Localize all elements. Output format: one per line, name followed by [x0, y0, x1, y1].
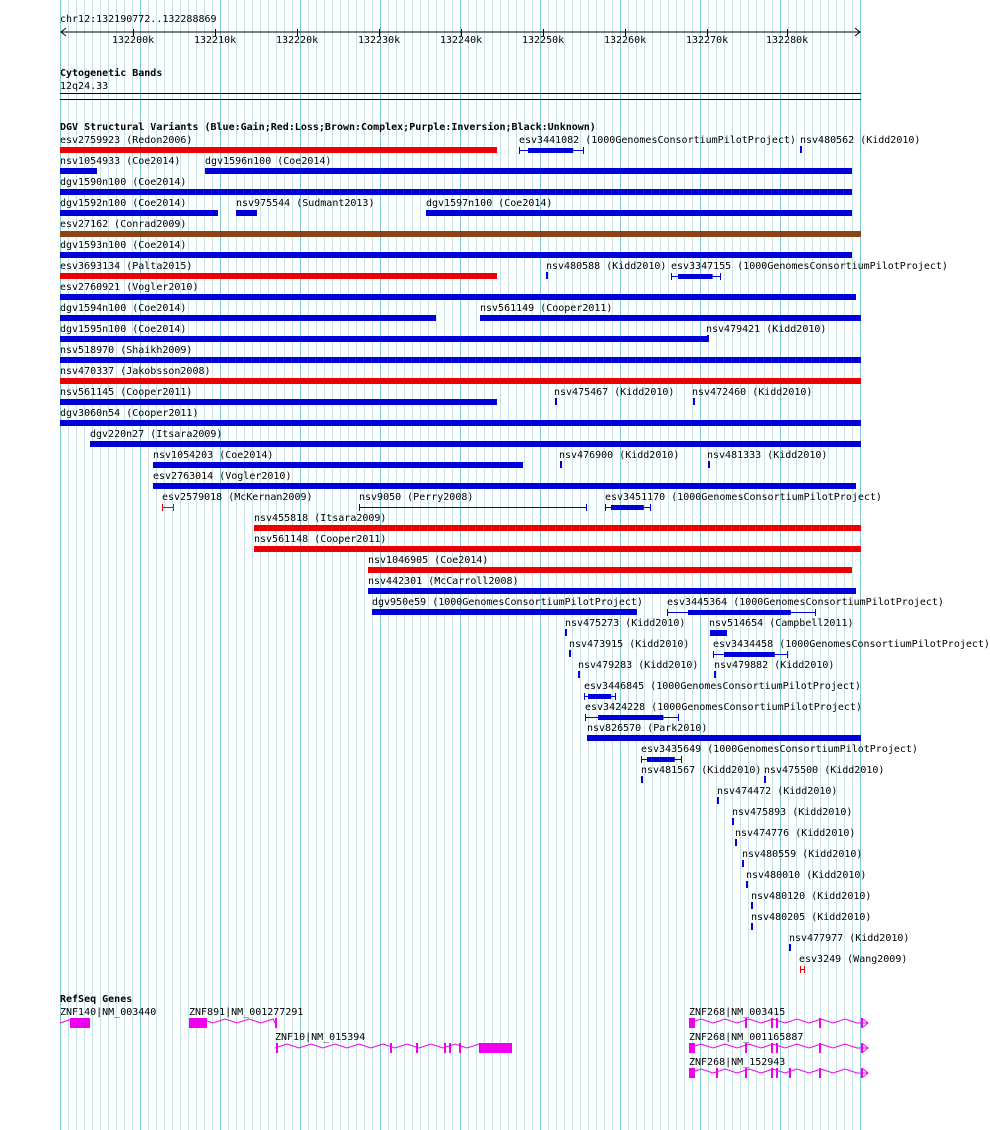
dgv-variant-label[interactable]: nsv475893 (Kidd2010): [732, 807, 853, 818]
dgv-variant-bar[interactable]: [426, 210, 852, 216]
dgv-variant-whisker[interactable]: [671, 272, 723, 281]
dgv-variant-label[interactable]: esv2763014 (Vogler2010): [153, 471, 292, 482]
dgv-variant-marker[interactable]: [707, 335, 709, 342]
dgv-variant-label[interactable]: dgv3060n54 (Cooper2011): [60, 408, 199, 419]
dgv-variant-label[interactable]: nsv975544 (Sudmant2013): [236, 198, 375, 209]
dgv-variant-whisker[interactable]: [800, 965, 807, 974]
dgv-variant-label[interactable]: esv3441082 (1000GenomesConsortiumPilotProject): [519, 135, 796, 146]
dgv-variant-bar[interactable]: [254, 546, 861, 552]
dgv-variant-bar[interactable]: [480, 315, 861, 321]
dgv-variant-label[interactable]: nsv476900 (Kidd2010): [559, 450, 680, 461]
refseq-gene-label[interactable]: ZNF140|NM_003440: [60, 1007, 157, 1018]
refseq-gene-label[interactable]: ZNF891|NM_001277291: [189, 1007, 304, 1018]
dgv-track-title: DGV Structural Variants (Blue:Gain;Red:Loss;Brown:Complex;Purple:Inversion;Black:Unknown): [60, 122, 596, 133]
dgv-variant-label[interactable]: esv3434458 (1000GenomesConsortiumPilotProject): [713, 639, 990, 650]
dgv-variant-label[interactable]: esv3445364 (1000GenomesConsortiumPilotProject): [667, 597, 944, 608]
dgv-variant-label[interactable]: nsv442301 (McCarroll2008): [368, 576, 519, 587]
cytoband-track-title: Cytogenetic Bands: [60, 68, 163, 79]
ruler-tick-label: 132240k: [440, 35, 483, 46]
dgv-variant-label[interactable]: esv2760921 (Vogler2010): [60, 282, 199, 293]
dgv-variant-label[interactable]: dgv1593n100 (Coe2014): [60, 240, 187, 251]
dgv-variant-label[interactable]: nsv473915 (Kidd2010): [569, 639, 690, 650]
dgv-variant-marker[interactable]: [732, 818, 734, 825]
dgv-variant-label[interactable]: nsv1054203 (Coe2014): [153, 450, 274, 461]
dgv-variant-label[interactable]: dgv1595n100 (Coe2014): [60, 324, 187, 335]
dgv-variant-label[interactable]: nsv479882 (Kidd2010): [714, 660, 835, 671]
dgv-variant-label[interactable]: esv3347155 (1000GenomesConsortiumPilotProject): [671, 261, 948, 272]
dgv-variant-label[interactable]: nsv480010 (Kidd2010): [746, 870, 867, 881]
dgv-variant-label[interactable]: nsv480559 (Kidd2010): [742, 849, 863, 860]
dgv-variant-bar[interactable]: [710, 630, 727, 636]
refseq-gene-label[interactable]: ZNF10|NM_015394: [275, 1032, 366, 1043]
dgv-variant-bar[interactable]: [60, 336, 708, 342]
refseq-gene-model[interactable]: [0, 1041, 890, 1055]
dgv-variant-label[interactable]: esv3424228 (1000GenomesConsortiumPilotProject): [585, 702, 862, 713]
dgv-variant-bar[interactable]: [60, 399, 497, 405]
dgv-variant-label[interactable]: nsv475467 (Kidd2010): [554, 387, 675, 398]
dgv-variant-label[interactable]: nsv477977 (Kidd2010): [789, 933, 910, 944]
dgv-variant-label[interactable]: nsv826570 (Park2010): [587, 723, 708, 734]
dgv-variant-marker[interactable]: [565, 629, 567, 636]
dgv-variant-bar[interactable]: [153, 462, 523, 468]
dgv-variant-label[interactable]: nsv561148 (Cooper2011): [254, 534, 387, 545]
dgv-variant-label[interactable]: nsv474776 (Kidd2010): [735, 828, 856, 839]
refseq-gene-model[interactable]: [0, 1066, 890, 1080]
dgv-variant-label[interactable]: esv3435649 (1000GenomesConsortiumPilotProject): [641, 744, 918, 755]
dgv-variant-marker[interactable]: [714, 671, 716, 678]
dgv-variant-bar[interactable]: [236, 210, 257, 216]
dgv-variant-label[interactable]: nsv455818 (Itsara2009): [254, 513, 387, 524]
dgv-variant-bar[interactable]: [60, 147, 497, 153]
dgv-variant-marker[interactable]: [800, 146, 802, 153]
dgv-variant-marker[interactable]: [693, 398, 695, 405]
cytoband-line-top: [60, 93, 861, 94]
ruler-tick-label: 132200k: [112, 35, 155, 46]
dgv-variant-label[interactable]: nsv475500 (Kidd2010): [764, 765, 885, 776]
dgv-variant-label[interactable]: esv3451170 (1000GenomesConsortiumPilotProject): [605, 492, 882, 503]
refseq-track-title: RefSeq Genes: [60, 994, 133, 1005]
dgv-variant-label[interactable]: nsv1054933 (Coe2014): [60, 156, 181, 167]
refseq-gene-label[interactable]: ZNF268|NM_003415: [689, 1007, 786, 1018]
dgv-variant-marker[interactable]: [789, 944, 791, 951]
dgv-variant-whisker[interactable]: [519, 146, 586, 155]
ruler-tick-label: 132210k: [194, 35, 237, 46]
dgv-variant-marker[interactable]: [746, 881, 748, 888]
dgv-variant-bar[interactable]: [60, 189, 852, 195]
dgv-variant-bar[interactable]: [153, 483, 856, 489]
dgv-variant-marker[interactable]: [546, 272, 548, 279]
dgv-variant-bar[interactable]: [90, 441, 861, 447]
dgv-variant-bar[interactable]: [60, 315, 436, 321]
dgv-variant-marker[interactable]: [569, 650, 571, 657]
dgv-variant-bar[interactable]: [368, 588, 856, 594]
dgv-variant-marker[interactable]: [641, 776, 643, 783]
refseq-gene-model[interactable]: [0, 1016, 890, 1030]
locus-label: chr12:132190772..132288869: [60, 14, 217, 25]
dgv-variant-marker[interactable]: [708, 461, 710, 468]
dgv-variant-label[interactable]: esv27162 (Conrad2009): [60, 219, 187, 230]
dgv-variant-bar[interactable]: [60, 210, 218, 216]
ruler-tick-label: 132280k: [766, 35, 809, 46]
cytoband-label: 12q24.33: [60, 81, 109, 92]
dgv-variant-whisker[interactable]: [713, 650, 790, 659]
dgv-variant-label[interactable]: nsv518970 (Shaikh2009): [60, 345, 193, 356]
dgv-variant-label[interactable]: nsv475273 (Kidd2010): [565, 618, 686, 629]
dgv-variant-bar[interactable]: [60, 273, 497, 279]
dgv-variant-marker[interactable]: [751, 923, 753, 930]
dgv-variant-label[interactable]: dgv1596n100 (Coe2014): [205, 156, 332, 167]
dgv-variant-bar[interactable]: [60, 357, 861, 363]
dgv-variant-label[interactable]: nsv470337 (Jakobsson2008): [60, 366, 211, 377]
dgv-variant-marker[interactable]: [560, 461, 562, 468]
dgv-variant-label[interactable]: nsv480562 (Kidd2010): [800, 135, 921, 146]
dgv-variant-label[interactable]: nsv479421 (Kidd2010): [706, 324, 827, 335]
dgv-variant-marker[interactable]: [555, 398, 557, 405]
dgv-variant-label[interactable]: esv2759923 (Redon2006): [60, 135, 193, 146]
dgv-variant-label[interactable]: esv3446845 (1000GenomesConsortiumPilotProject): [584, 681, 861, 692]
dgv-variant-whisker[interactable]: [584, 692, 618, 701]
dgv-variant-label[interactable]: nsv561149 (Cooper2011): [480, 303, 613, 314]
dgv-variant-bar[interactable]: [368, 567, 852, 573]
ruler-tick-label: 132260k: [604, 35, 647, 46]
dgv-variant-marker[interactable]: [735, 839, 737, 846]
dgv-variant-label[interactable]: esv2579018 (McKernan2009): [162, 492, 313, 503]
dgv-variant-label[interactable]: nsv481567 (Kidd2010): [641, 765, 762, 776]
dgv-variant-label[interactable]: dgv1597n100 (Coe2014): [426, 198, 553, 209]
dgv-variant-bar[interactable]: [254, 525, 861, 531]
dgv-variant-label[interactable]: dgv1590n100 (Coe2014): [60, 177, 187, 188]
dgv-variant-whisker[interactable]: [585, 713, 681, 722]
dgv-variant-whisker[interactable]: [359, 503, 589, 512]
ruler-tick-label: 132230k: [358, 35, 401, 46]
ruler-tick-label: 132270k: [686, 35, 729, 46]
dgv-variant-label[interactable]: nsv561145 (Cooper2011): [60, 387, 193, 398]
dgv-variant-bar[interactable]: [60, 294, 856, 300]
dgv-variant-whisker[interactable]: [162, 503, 176, 512]
dgv-variant-bar[interactable]: [60, 231, 861, 237]
dgv-variant-label[interactable]: nsv479283 (Kidd2010): [578, 660, 699, 671]
dgv-variant-marker[interactable]: [751, 902, 753, 909]
dgv-variant-label[interactable]: dgv1594n100 (Coe2014): [60, 303, 187, 314]
dgv-variant-label[interactable]: nsv472460 (Kidd2010): [692, 387, 813, 398]
dgv-variant-label[interactable]: nsv474472 (Kidd2010): [717, 786, 838, 797]
dgv-variant-label[interactable]: nsv480205 (Kidd2010): [751, 912, 872, 923]
dgv-variant-label[interactable]: dgv950e59 (1000GenomesConsortiumPilotProject): [372, 597, 643, 608]
dgv-variant-bar[interactable]: [205, 168, 852, 174]
dgv-variant-marker[interactable]: [764, 776, 766, 783]
dgv-variant-label[interactable]: nsv480588 (Kidd2010): [546, 261, 667, 272]
dgv-variant-bar[interactable]: [60, 168, 97, 174]
dgv-variant-bar[interactable]: [60, 420, 861, 426]
dgv-variant-label[interactable]: dgv1592n100 (Coe2014): [60, 198, 187, 209]
dgv-variant-label[interactable]: nsv9050 (Perry2008): [359, 492, 474, 503]
ruler-tick-label: 132250k: [522, 35, 565, 46]
dgv-variant-marker[interactable]: [717, 797, 719, 804]
dgv-variant-label[interactable]: nsv514654 (Campbell2011): [709, 618, 854, 629]
dgv-variant-bar[interactable]: [60, 378, 861, 384]
dgv-variant-bar[interactable]: [372, 609, 637, 615]
dgv-variant-whisker[interactable]: [605, 503, 653, 512]
dgv-variant-label[interactable]: dgv220n27 (Itsara2009): [90, 429, 223, 440]
cytoband-line-bottom: [60, 99, 861, 100]
dgv-variant-label[interactable]: esv3249 (Wang2009): [799, 954, 908, 965]
dgv-variant-whisker[interactable]: [667, 608, 818, 617]
dgv-variant-bar[interactable]: [60, 252, 852, 258]
dgv-variant-label[interactable]: nsv1046905 (Coe2014): [368, 555, 489, 566]
refseq-gene-label[interactable]: ZNF268|NM_001165887: [689, 1032, 804, 1043]
dgv-variant-marker[interactable]: [578, 671, 580, 678]
refseq-gene-label[interactable]: ZNF268|NM_152943: [689, 1057, 786, 1068]
dgv-variant-label[interactable]: nsv480120 (Kidd2010): [751, 891, 872, 902]
dgv-variant-label[interactable]: esv3693134 (Palta2015): [60, 261, 193, 272]
ruler-tick-label: 132220k: [276, 35, 319, 46]
dgv-variant-bar[interactable]: [587, 735, 861, 741]
dgv-variant-label[interactable]: nsv481333 (Kidd2010): [707, 450, 828, 461]
dgv-variant-whisker[interactable]: [641, 755, 684, 764]
dgv-variant-marker[interactable]: [742, 860, 744, 867]
